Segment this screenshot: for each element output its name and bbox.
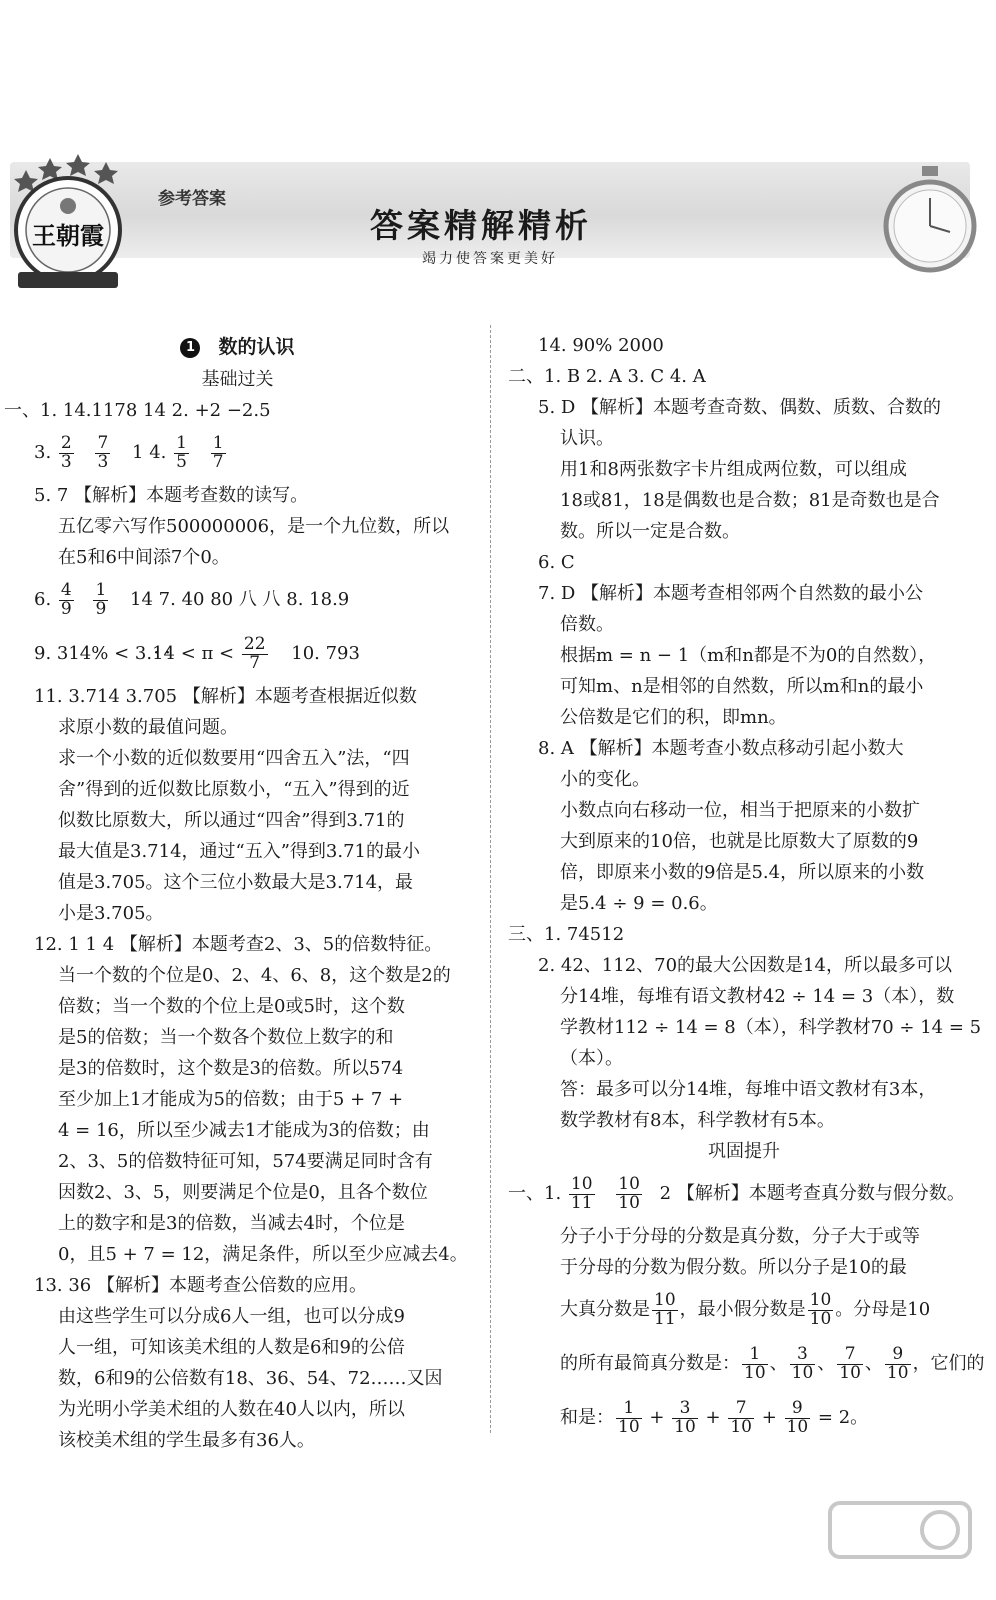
left-column [0, 330, 475, 1456]
answer-line: 是3的倍数时，这个数是3的倍数。所以574 [58, 1058, 404, 1079]
subsection-title: 基础过关 [201, 369, 274, 390]
answer-line: 学教材112 ÷ 14 = 8（本），科学教材70 ÷ 14 = 5 [560, 1017, 982, 1038]
fraction: $\frac{2}{3}$ [60, 432, 72, 472]
answer-line: 求原小数的最值问题。 [58, 717, 238, 738]
answer-text: 10. 793 [291, 643, 360, 664]
answer-line: 一、1. 14.1178 14 2. +2 −2.5 [4, 400, 271, 421]
fraction: $\frac{1}{5}$ [176, 432, 187, 472]
answer-line: 7. D 【解析】本题考查相邻两个自然数的最小公 [538, 583, 924, 604]
answer-line-fractions: 的所有最简真分数是： $\frac{1}{10}$ 、 $\frac{3}{10}$ 、 $\frac{7}{10}$ 、 $\frac{9}{10}$ ，它们的 [560, 1343, 985, 1383]
answer-line: 五亿零六写作500000006，是一个九位数，所以 [58, 516, 450, 537]
answer-line: 用1和8两张数字卡片组成两位数，可以组成 [560, 459, 907, 480]
column-divider [490, 325, 491, 1433]
answer-line: 该校美术组的学生最多有36人。 [58, 1430, 315, 1451]
answer-line: 18或81，18是偶数也是合数；81是奇数也是合 [560, 490, 940, 511]
watermark-stamp [820, 1495, 980, 1595]
answer-line: 14. 90% 2000 [538, 335, 664, 356]
answer-line: 似数比原数大，所以通过“四舍”得到3.71的 [58, 810, 405, 831]
page-title: 答案精解精析 [370, 206, 592, 245]
fraction: $\frac{1}{10}$ [618, 1397, 640, 1437]
answer-line-fractions [0, 426, 475, 480]
answer-text: 的所有最简真分数是： [560, 1353, 740, 1374]
section-title: 数的认识 [218, 336, 295, 358]
answer-line: 数。所以一定是合数。 [560, 521, 740, 542]
answer-line: 三、1. 74512 [508, 924, 625, 945]
answer-line: 公倍数是它们的积，即mn。 [560, 707, 787, 728]
answer-line: 在5和6中间添7个0。 [58, 547, 230, 568]
answer-text: 大真分数是 [560, 1299, 650, 1320]
stopwatch-icon [880, 160, 980, 280]
answer-text: 14 7. 40 80 八 八 8. 18.9 [130, 589, 350, 610]
answer-line: 舍”得到的近似数比原数小，“五入”得到的近 [58, 779, 410, 800]
answer-line: 为光明小学美术组的人数在40人以内，所以 [58, 1399, 405, 1420]
repeating-digit: · 4 [164, 643, 175, 664]
answer-line: 因数2、3、5，则要满足个位是0，且各个数位 [58, 1182, 428, 1203]
answer-line: 小的变化。 [560, 769, 650, 790]
fraction: $\frac{1}{10}$ [744, 1343, 766, 1383]
answer-text: < π < [174, 643, 235, 664]
answer-text: = 2。 [817, 1407, 869, 1428]
answer-line: 倍，即原来小数的9倍是5.4，所以原来的小数 [560, 862, 925, 883]
answer-line: 人一组，可知该美术组的人数是6和9的公倍 [58, 1337, 405, 1358]
answer-line: 倍数。 [560, 614, 614, 635]
fraction: $\frac{1}{7}$ [212, 432, 224, 472]
answer-line: 认识。 [560, 428, 614, 449]
answer-line: 二、1. B 2. A 3. C 4. A [508, 366, 706, 387]
answer-line: 值是3.705。这个三位小数最大是3.714，最 [58, 872, 414, 893]
publisher-logo [4, 148, 132, 298]
page-header [0, 140, 996, 320]
fraction: $\frac{10}{11}$ [654, 1289, 676, 1329]
answer-text: 。分母是10 [835, 1299, 931, 1320]
fraction: $\frac{1}{9}$ [95, 579, 107, 619]
fraction: $\frac{9}{10}$ [886, 1343, 909, 1383]
answer-line: （本）。 [560, 1048, 623, 1069]
fraction: $\frac{4}{9}$ [60, 579, 72, 619]
answer-line: 由这些学生可以分成6人一组，也可以分成9 [58, 1306, 405, 1327]
answer-text: ，最小假分数是 [679, 1299, 806, 1320]
answer-line: 5. 7 【解析】本题考查数的读写。 [34, 485, 309, 506]
answer-line: 最大值是3.714，通过“五入”得到3.71的最小 [58, 841, 421, 862]
answer-line: 数，6和9的公倍数有18、36、54、72……又因 [58, 1368, 443, 1389]
answer-line: 是5的倍数；当一个数各个数位上数字的和 [58, 1027, 394, 1048]
item-label: 3. [34, 442, 52, 463]
answer-line: 倍数；当一个数的个位上是0或5时，这个数 [58, 996, 405, 1017]
section-heading [0, 330, 475, 364]
answer-line: 可知m、n是相邻的自然数，所以m和n的最小 [560, 676, 924, 697]
answer-line: 2、3、5的倍数特征可知，574要满足同时含有 [58, 1151, 433, 1172]
repeating-digit: · 1 [152, 643, 163, 664]
answer-line-fractions: 和是： $\frac{1}{10}$ + $\frac{3}{10}$ + $\frac{7}{10}$ + $\frac{9}{10}$ = 2。 [560, 1397, 869, 1437]
fraction: $\frac{10}{11}$ [570, 1173, 593, 1213]
answer-line: 上的数字和是3的倍数，当减去4时，个位是 [58, 1213, 405, 1234]
answer-line: 6. C [538, 552, 575, 573]
item-label: 6. [34, 589, 52, 610]
subsection-title: 巩固提升 [708, 1141, 780, 1162]
answer-line: 数学教材有8本，科学教材有5本。 [560, 1110, 835, 1131]
answer-line: 分14堆，每堆有语文教材42 ÷ 14 = 3（本），数 [560, 986, 955, 1007]
answer-line: 5. D 【解析】本题考查奇数、偶数、质数、合数的 [538, 397, 942, 418]
answer-line: 大到原来的10倍，也就是比原数大了原数的9 [560, 831, 919, 852]
answer-line-inequality [0, 627, 475, 681]
item-label: 一、1. [508, 1183, 562, 1204]
answer-line: 答：最多可以分14堆，每堆中语文教材有3本， [560, 1079, 937, 1100]
fraction: $\frac{7}{3}$ [97, 432, 109, 472]
fraction: $\frac{10}{10}$ [618, 1173, 640, 1213]
answer-line: 11. 3.714 3.705 【解析】本题考查根据近似数 [34, 686, 417, 707]
answer-line: 根据m = n − 1（m和n都是不为0的自然数）， [560, 645, 937, 666]
page-subtitle: 竭力使答案更美好 [422, 251, 558, 267]
reference-answer-label: 参考答案 [158, 189, 226, 209]
answer-line: 小是3.705。 [58, 903, 164, 924]
fraction: $\frac{9}{10}$ [786, 1397, 809, 1437]
answer-line: 8. A 【解析】本题考查小数点移动引起小数大 [538, 738, 904, 759]
fraction: $\frac{7}{10}$ [730, 1397, 752, 1437]
answer-line: 求一个小数的近似数要用“四舍五入”法，“四 [58, 748, 410, 769]
answer-line: 13. 36 【解析】本题考查公倍数的应用。 [34, 1275, 367, 1296]
fraction: $\frac{3}{10}$ [791, 1343, 814, 1383]
fraction: $\frac{3}{10}$ [674, 1397, 696, 1437]
answer-text: 9. 314% < 3. [34, 643, 153, 664]
answer-line: 于分母的分数为假分数。所以分子是10的最 [560, 1257, 907, 1278]
answer-line: 12. 1 1 4 【解析】本题考查2、3、5的倍数特征。 [34, 934, 443, 955]
answer-line-fractions [0, 573, 475, 627]
answer-line: 2. 42、112、70的最大公因数是14，所以最多可以 [538, 955, 952, 976]
answer-line: 是5.4 ÷ 9 = 0.6。 [560, 893, 718, 914]
answer-text: ，它们的 [912, 1353, 985, 1374]
fraction: $\frac{7}{10}$ [839, 1343, 861, 1383]
answer-line: 4 = 16，所以至少减去1才能成为3的倍数；由 [58, 1120, 430, 1141]
answer-line: 小数点向右移动一位，相当于把原来的小数扩 [560, 800, 920, 821]
answer-line: 当一个数的个位是0、2、4、6、8，这个数是2的 [58, 965, 451, 986]
answer-line: 至少加上1才能成为5的倍数；由于5 + 7 + [58, 1089, 404, 1110]
right-column [508, 330, 985, 1445]
answer-line: 0，且5 + 7 = 12，满足条件，所以至少应减去4。 [58, 1244, 468, 1265]
answer-line-fractions [508, 1283, 980, 1337]
answer-line-fractions [508, 1167, 980, 1221]
fraction: $\frac{10}{10}$ [809, 1289, 832, 1329]
answer-line: 分子小于分母的分数是真分数，分子大于或等 [560, 1226, 920, 1247]
answer-text: 和是： [560, 1407, 614, 1428]
answer-text: 1 4. [132, 442, 167, 463]
section-number-badge: 1 [180, 338, 200, 358]
answer-text: 2 【解析】本题考查真分数与假分数。 [659, 1183, 965, 1204]
fraction: $\frac{22}{7}$ [243, 633, 266, 673]
svg-text:王朝霞: 王朝霞 [32, 221, 104, 250]
